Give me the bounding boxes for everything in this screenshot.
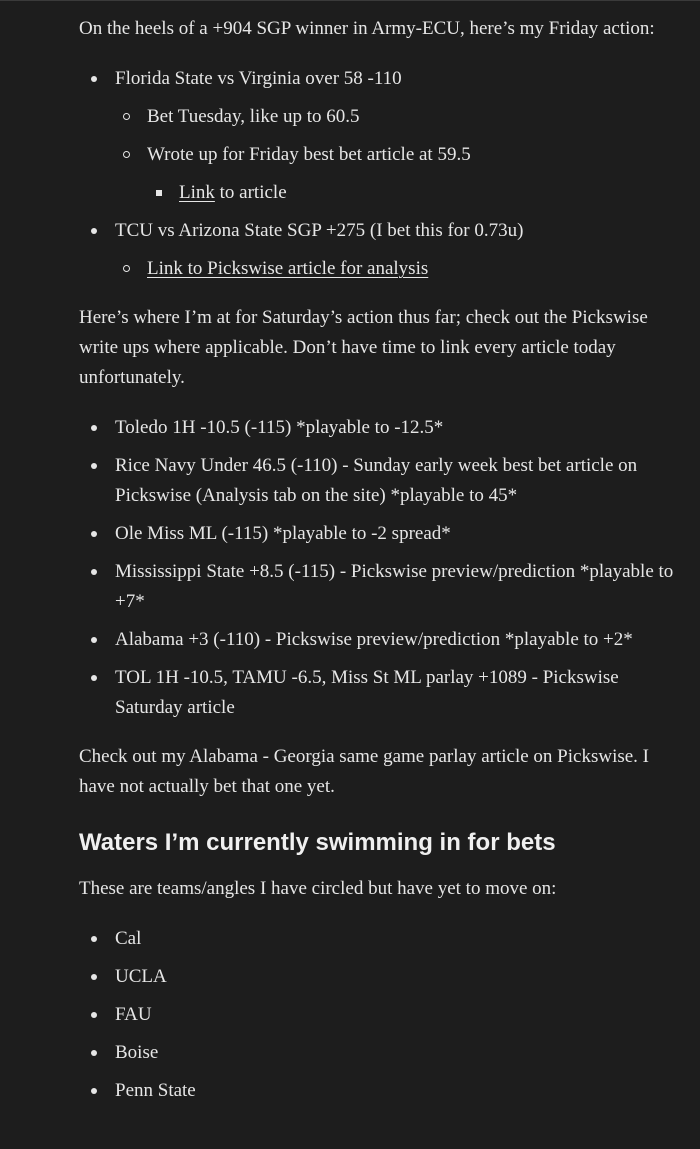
intro-paragraph: On the heels of a +904 SGP winner in Army-ECU, here’s my Friday action:: [79, 18, 655, 39]
article-body: [79, 14, 679, 1106]
list-item: [79, 64, 679, 208]
team-item: Penn State: [115, 1076, 679, 1106]
pickswise-analysis-link[interactable]: Link to Pickswise article for analysis: [147, 258, 429, 279]
list-item: [115, 140, 679, 208]
list-item: [79, 519, 679, 549]
section-intro-paragraph: These are teams/angles I have circled but have yet to move on:: [79, 878, 557, 899]
list-item: [79, 663, 679, 723]
friday-bet-1-subnotes: [147, 178, 679, 208]
team-item: Boise: [115, 1038, 679, 1068]
list-item: [79, 413, 679, 443]
teams-list: [79, 924, 679, 1106]
friday-bet-1-note-1: Bet Tuesday, like up to 60.5: [147, 102, 679, 132]
saturday-bet: Mississippi State +8.5 (-115) - Pickswise preview/prediction *playable to +7*: [115, 557, 679, 617]
friday-bet-1-notes: [115, 102, 679, 208]
parlay-note-paragraph: Check out my Alabama - Georgia same game parlay article on Pickswise. I have not actually bet that one yet.: [79, 746, 649, 797]
saturday-bet: TOL 1H -10.5, TAMU -6.5, Miss St ML parlay +1089 - Pickswise Saturday article: [115, 663, 679, 723]
list-item: [147, 178, 679, 208]
friday-bet-1: Florida State vs Virginia over 58 -110: [115, 64, 679, 94]
list-item: [79, 1000, 679, 1030]
article-link-row: [179, 178, 679, 208]
list-item: [79, 924, 679, 954]
team-item: FAU: [115, 1000, 679, 1030]
saturday-bet: Alabama +3 (-110) - Pickswise preview/prediction *playable to +2*: [115, 625, 679, 655]
saturday-bets-list: [79, 413, 679, 723]
article-link-suffix: to article: [214, 182, 287, 203]
list-item: [79, 1076, 679, 1106]
list-item: [79, 1038, 679, 1068]
saturday-intro-paragraph: Here’s where I’m at for Saturday’s action thus far; check out the Pickswise write ups where applicable. Don’t have time to link every article today unfortunately.: [79, 307, 648, 388]
team-item: UCLA: [115, 962, 679, 992]
list-item: [79, 962, 679, 992]
friday-bet-2-notes: [115, 254, 679, 284]
friday-bet-2: TCU vs Arizona State SGP +275 (I bet this for 0.73u): [115, 216, 679, 246]
section-heading: Waters I’m currently swimming in for bets: [79, 829, 556, 856]
saturday-bet: Toledo 1H -10.5 (-115) *playable to -12.5*: [115, 413, 679, 443]
saturday-bet: Ole Miss ML (-115) *playable to -2 spread*: [115, 519, 679, 549]
list-item: [79, 451, 679, 511]
article-link[interactable]: Link: [179, 182, 215, 203]
list-item: [79, 557, 679, 617]
list-item: [79, 625, 679, 655]
team-item: Cal: [115, 924, 679, 954]
pickswise-analysis-link-row: [147, 254, 679, 284]
saturday-bet: Rice Navy Under 46.5 (-110) - Sunday early week best bet article on Pickswise (Analysis tab on the site) *playable to 45*: [115, 451, 679, 511]
friday-bet-1-note-2: Wrote up for Friday best bet article at 59.5: [147, 140, 679, 170]
list-item: [115, 254, 679, 284]
friday-bets-list: [79, 64, 679, 284]
top-divider: [0, 0, 700, 1]
list-item: [115, 102, 679, 132]
list-item: [79, 216, 679, 284]
